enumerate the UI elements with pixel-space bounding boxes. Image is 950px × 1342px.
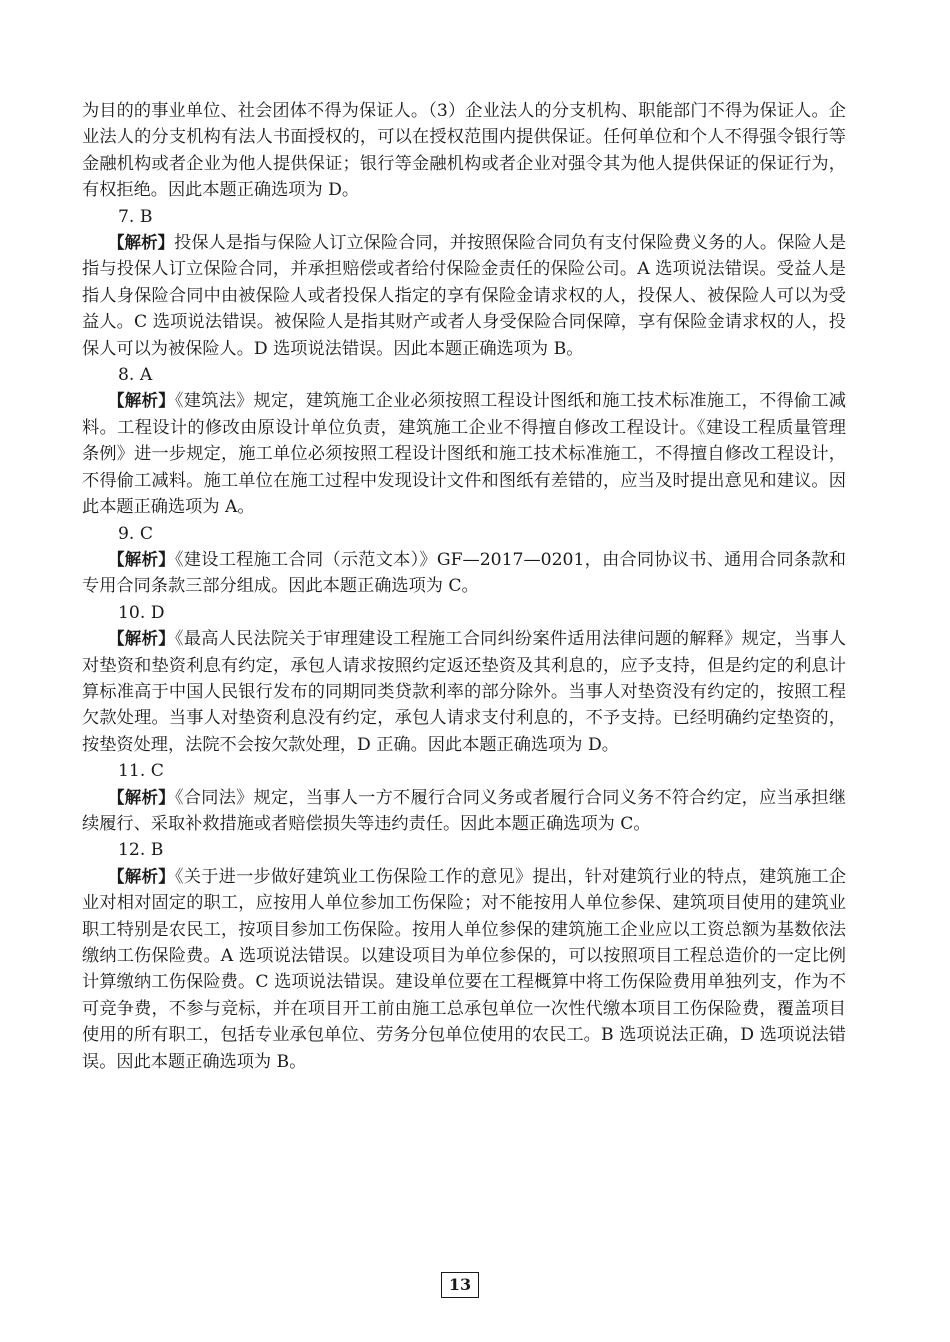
analysis-text: 《建设工程施工合同（示范文本）》GF—2017—0201，由合同协议书、通用合同条款和专用合同条款三部分组成。因此本题正确选项为 C。 [82,549,846,597]
answer-item-12 [82,837,846,1075]
analysis-text: 《合同法》规定，当事人一方不履行合同义务或者履行合同义务不符合约定，应当承担继续履行、采取补救措施或者赔偿损失等违约责任。因此本题正确选项为 C。 [82,787,847,834]
answer-number: 9. C [118,523,154,544]
analysis-text: 《建筑法》规定，建筑施工企业必须按照工程设计图纸和施工技术标准施工，不得偷工减料。工程设计的修改由原设计单位负责，建筑施工企业不得擅自修改工程设计。《建设工程质量管理条例》进一步规定，施工单位必须按照工程设计图纸和施工技术标准施工，不得擅自修改工程设计，不得偷工减料。施工单位在施工过程中发现设计文件和图纸有差错的，应当及时提出意见和建议。因此本题正确选项为 A。 [82,391,847,518]
answer-item-10 [82,600,846,758]
analysis-label: 【解析】 [108,233,175,253]
answer-item-8 [82,362,846,520]
analysis-paragraph [82,230,846,362]
analysis-paragraph [82,864,846,1075]
answer-number: 11. C [118,761,164,782]
answer-number: 8. A [118,365,153,386]
analysis-label: 【解析】 [108,629,175,649]
analysis-label: 【解析】 [108,549,176,569]
analysis-paragraph [82,785,846,838]
analysis-label: 【解析】 [108,391,175,411]
analysis-paragraph [82,547,846,600]
answer-item-9 [82,521,846,600]
page-number: 13 [441,1272,479,1298]
analysis-text: 投保人是指与保险人订立保险合同，并按照保险合同负有支付保险费义务的人。保险人是指与投保人订立保险合同，并承担赔偿或者给付保险金责任的保险公司。A 选项说法错误。受益人是指人身保险合同中由被保险人或者投保人指定的享有保险金请求权的人，投保人、被保险人可以为受益人。C 选项说法错误。被保险人是指其财产或者人身受保险合同保障，享有保险金请求权的人，投保人可以为被保险人。D 选项说法错误。因此本题正确选项为 B。 [82,233,847,359]
analysis-label: 【解析】 [108,866,175,886]
answer-number: 12. B [118,840,164,861]
answer-number: 10. D [118,602,165,623]
analysis-paragraph [82,626,846,758]
analysis-text: 《最高人民法院关于审理建设工程施工合同纠纷案件适用法律问题的解释》规定，当事人对垫资和垫资利息有约定，承包人请求按照约定返还垫资及其利息的，应予支持，但是约定的利息计算标准高于中国人民银行发布的同期同类贷款利率的部分除外。当事人对垫资没有约定的，按照工程欠款处理。当事人对垫资利息没有约定，承包人请求支付利息的，不予支持。已经明确约定垫资的，按垫资处理，法院不会按欠款处理，D 正确。因此本题正确选项为 D。 [82,629,847,755]
answer-item-11 [82,758,846,837]
document-body [82,98,846,1075]
answer-number: 7. B [118,206,153,227]
analysis-text: 《关于进一步做好建筑业工伤保险工作的意见》提出，针对建筑行业的特点，建筑施工企业对相对固定的职工，应按用人单位参加工伤保险；对不能按用人单位参保、建筑项目使用的建筑业职工特别是农民工，按项目参加工伤保险。按用人单位参保的建筑施工企业应以工资总额为基数依法缴纳工伤保险费。A 选项说法错误。以建设项目为单位参保的，可以按照项目工程总造价的一定比例计算缴纳工伤保险费。C 选项说法错误。建设单位要在工程概算中将工伤保险费用单独列支，作为不可竞争费，不参与竞标，并在项目开工前由施工总承包单位一次性代缴本项目工伤保险费，覆盖项目使用的所有职工，包括专业承包单位、劳务分包单位使用的农民工。B 选项说法正确，D 选项说法错误。因此本题正确选项为 B。 [82,866,847,1072]
analysis-paragraph [82,388,846,520]
answer-item-7 [82,204,846,362]
intro-paragraph: 为目的的事业单位、社会团体不得为保证人。（3）企业法人的分支机构、职能部门不得为保证人。企业法人的分支机构有法人书面授权的，可以在授权范围内提供保证。任何单位和个人不得强令银行等金融机构或者企业为他人提供保证；银行等金融机构或者企业对强令其为他人提供保证的保证行为，有权拒绝。因此本题正确选项为 D。 [82,101,846,201]
analysis-label: 【解析】 [108,787,175,807]
